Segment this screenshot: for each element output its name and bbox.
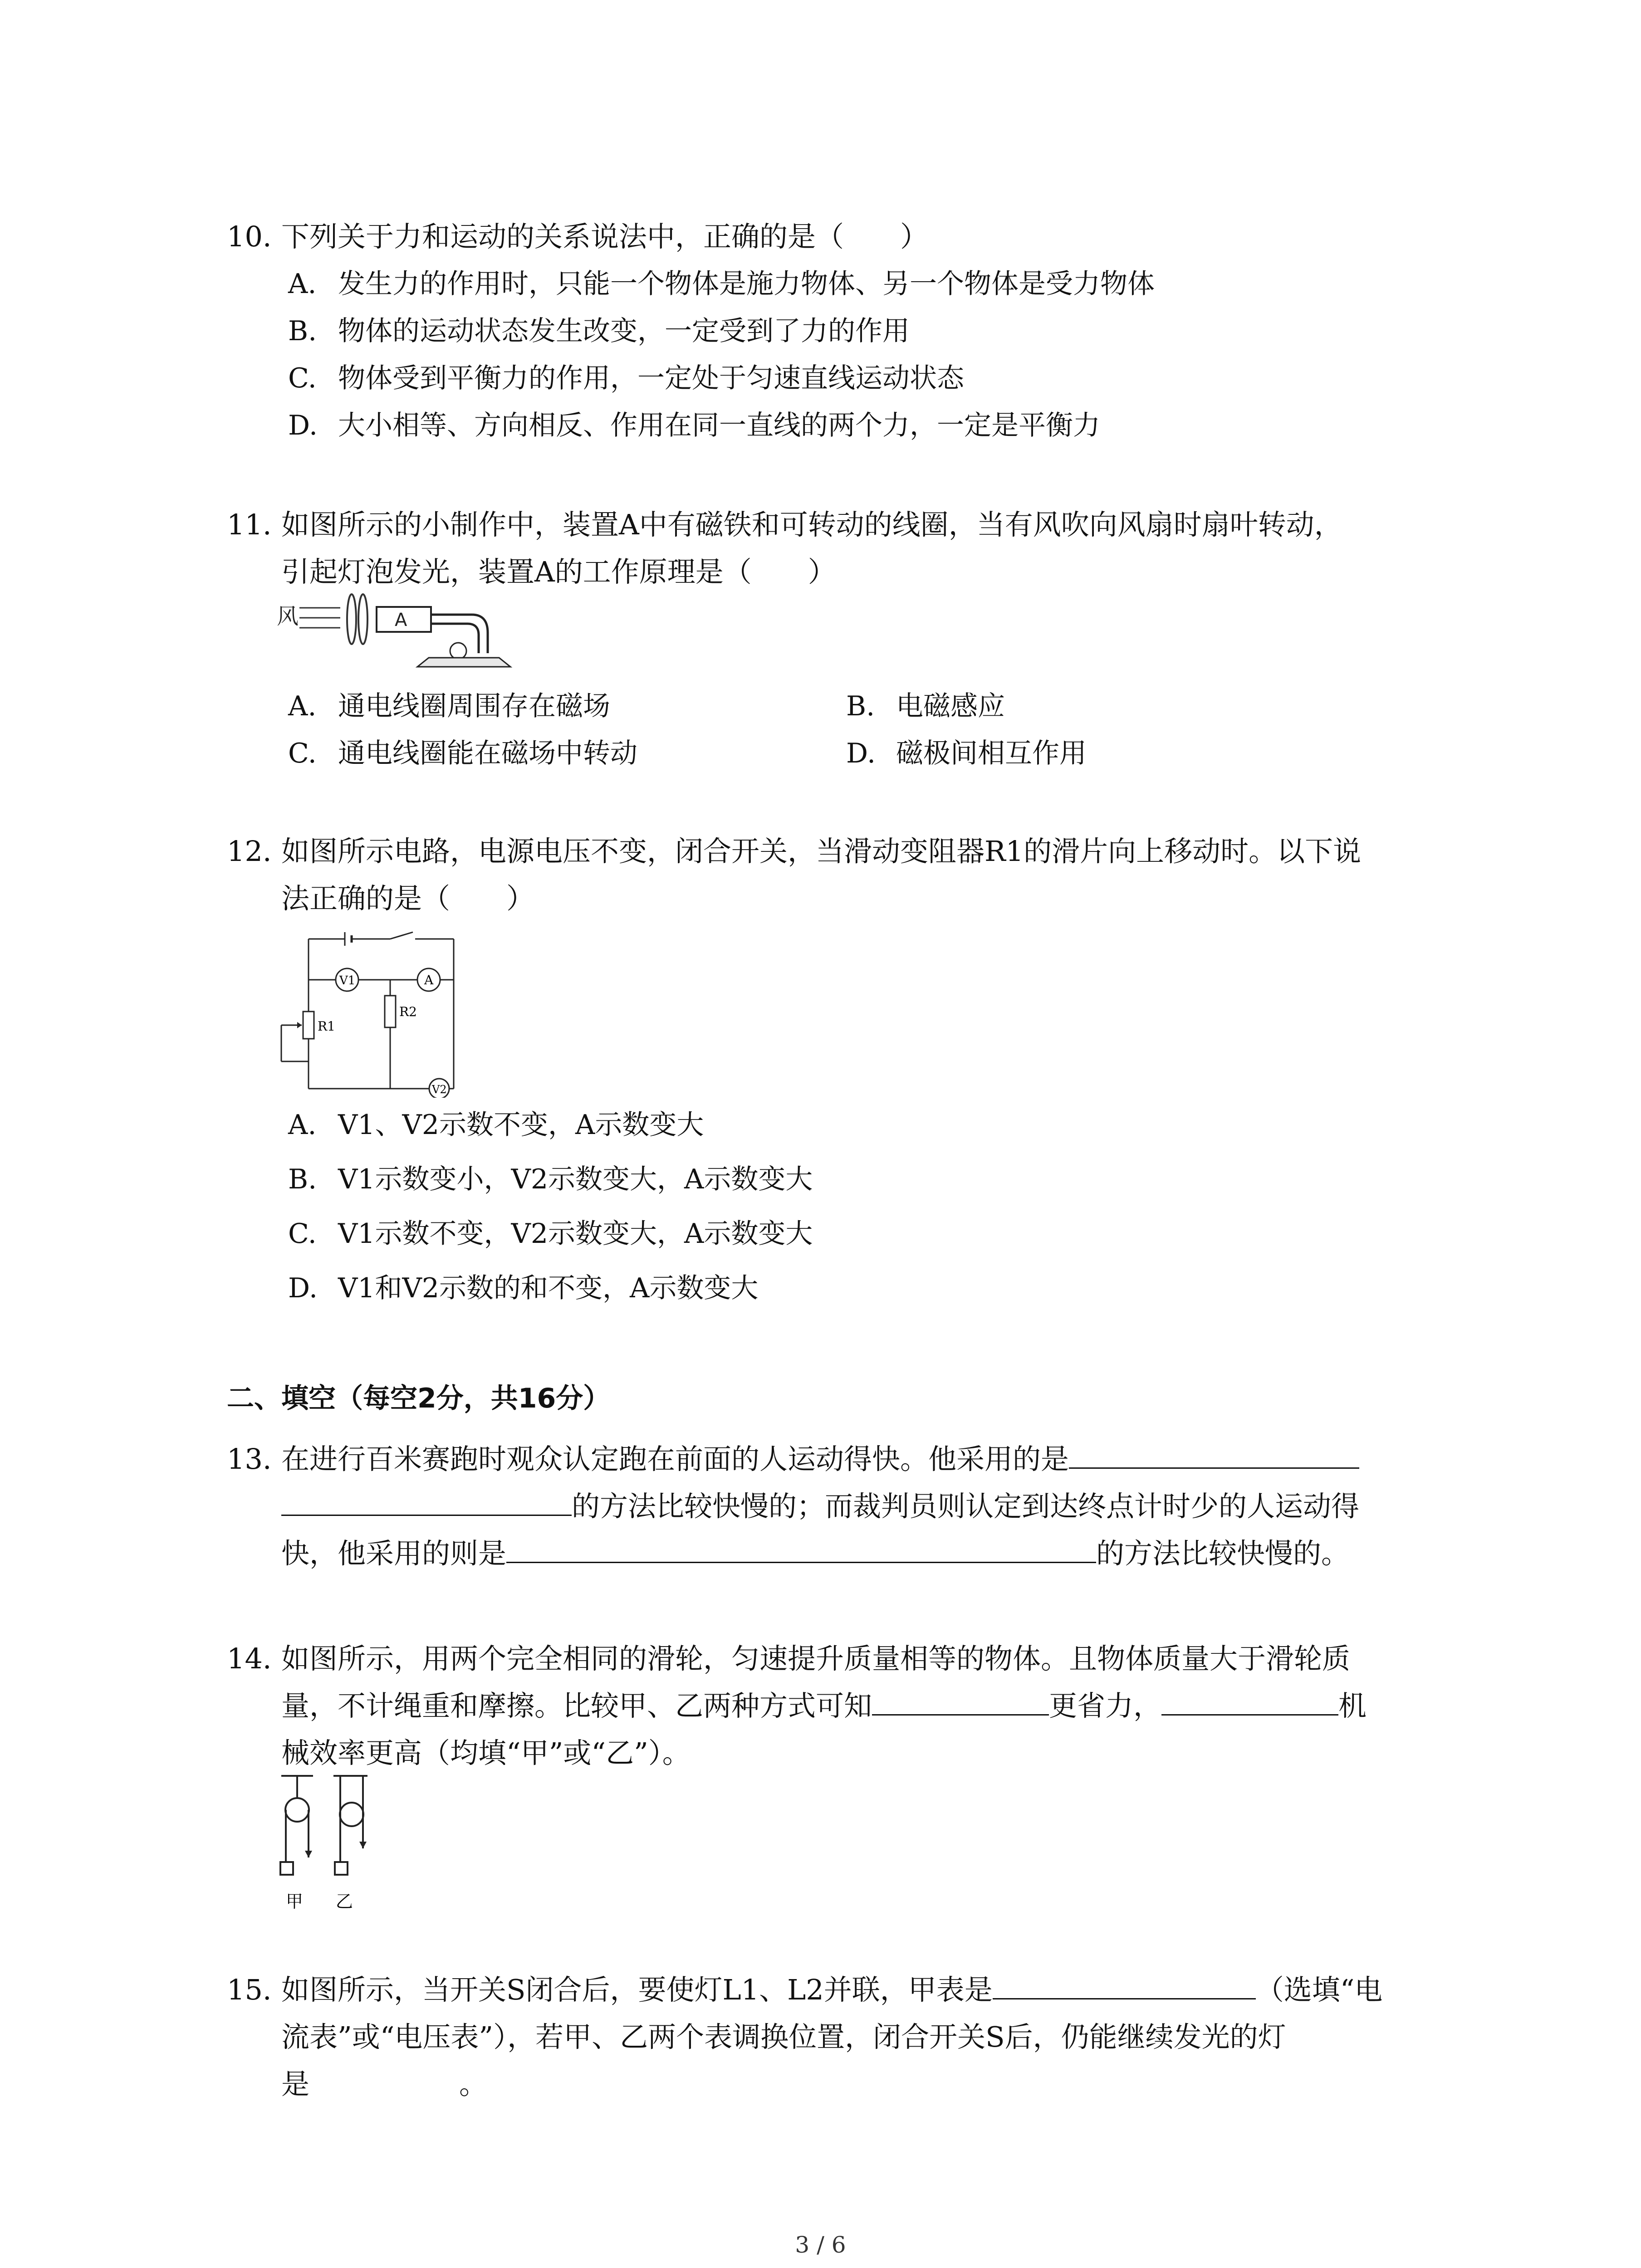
question-stem-line-1: 如图所示电路，电源电压不变，闭合开关，当滑动变阻器R1的滑片向上移动时。以下说: [281, 835, 1362, 868]
svg-text:V2: V2: [432, 1083, 447, 1096]
question-number: 10.: [227, 220, 272, 253]
pulley-figure: [277, 1771, 395, 1921]
switch: [390, 932, 413, 939]
fixed-pulley-icon: [285, 1798, 309, 1822]
option-a: A. 发生力的作用时，只能一个物体是施力物体、另一个物体是受力物体: [288, 268, 1155, 300]
answer-blank[interactable]: [1161, 1687, 1338, 1716]
question-stem-line-2: 法正确的是（ ）: [281, 882, 535, 915]
svg-text:R1: R1: [318, 1019, 335, 1034]
bulb-icon: [450, 643, 466, 659]
question-12: [227, 828, 1452, 922]
answer-blank[interactable]: [506, 1535, 1096, 1563]
option-c: C. 通电线圈能在磁场中转动: [288, 738, 637, 769]
option-b: B. V1示数变小，V2示数变大，A示数变大: [288, 1163, 813, 1195]
wind-arrows: [299, 608, 340, 628]
option-b: B. 电磁感应: [846, 690, 1005, 722]
option-a: A. 通电线圈周围存在磁场: [288, 690, 610, 722]
label-yi: 乙: [336, 1892, 353, 1911]
resistor-r2: [385, 996, 396, 1027]
option-c: C. V1示数不变，V2示数变大，A示数变大: [288, 1218, 813, 1250]
option-d: D. V1和V2示数的和不变，A示数变大: [288, 1272, 759, 1304]
question-stem-line-1: 如图所示的小制作中，装置A中有磁铁和可转动的线圈，当有风吹向风扇时扇叶转动，: [281, 508, 1342, 541]
question-number: 14.: [227, 1642, 272, 1675]
svg-text:A: A: [395, 610, 407, 631]
question-15: 15. 如图所示，当开关S闭合后，要使灯L1、L2并联，甲表是 （选填“电 流表”或“电压表”），若甲、乙两个表调换位置，闭合开关S后，仍能继续发光的灯 是 。: [227, 1966, 1452, 2108]
svg-text:R2: R2: [399, 1004, 417, 1019]
fan-blade-icon: [347, 594, 356, 644]
rheostat-r1: [303, 1012, 314, 1039]
question-stem-line-2: 引起灯泡发光，装置A的工作原理是（ ）: [281, 555, 836, 588]
question-number: 11.: [227, 508, 272, 541]
question-11: [227, 501, 1452, 596]
section-heading: 二、填空（每空2分，共16分）: [227, 1383, 611, 1414]
svg-text:V1: V1: [339, 974, 356, 987]
question-11-options: [227, 683, 1452, 777]
fan-blade-icon: [358, 594, 367, 644]
question-14: 14. 如图所示，用两个完全相同的滑轮，匀速提升质量相等的物体。且物体质量大于滑轮质 量，不计绳重和摩擦。比较甲、乙两种方式可知 更省力， 机 械效率更高（均填“甲”或“乙”）。: [227, 1635, 1452, 1777]
weight-box: [280, 1862, 293, 1875]
question-number: 15.: [227, 1973, 272, 2006]
option-d: D. 磁极间相互作用: [846, 738, 1087, 769]
question-13: 13. 在进行百米赛跑时观众认定跑在前面的人运动得快。他采用的是 的方法比较快慢的；而裁判员则认定到达终点计时少的人运动得 快，他采用的则是 的方法比较快慢的。: [227, 1436, 1452, 1577]
question-number: 13.: [227, 1442, 272, 1476]
option-a: A. V1、V2示数不变，A示数变大: [288, 1109, 704, 1141]
svg-text:A: A: [424, 973, 434, 987]
question-12-options: [227, 1098, 1452, 1315]
option-c: C. 物体受到平衡力的作用，一定处于匀速直线运动状态: [288, 362, 964, 394]
arrow-down-icon: [359, 1842, 367, 1848]
page-number: 3 / 6: [795, 2232, 846, 2258]
label-jia: 甲: [286, 1892, 304, 1911]
base-stand: [417, 658, 510, 667]
movable-pulley-icon: [340, 1803, 363, 1826]
answer-blank[interactable]: [1069, 1440, 1359, 1469]
slider-arrow-icon: [297, 1022, 302, 1028]
weight-box: [335, 1862, 348, 1875]
arrow-down-icon: [305, 1851, 312, 1857]
question-stem: 下列关于力和运动的关系说法中，正确的是（ ）: [281, 220, 929, 253]
wind-label: 风: [277, 604, 299, 629]
generator-figure: [272, 590, 526, 676]
answer-blank[interactable]: [281, 1487, 572, 1516]
circuit-diagram: [277, 925, 467, 1098]
option-b: B. 物体的运动状态发生改变，一定受到了力的作用: [288, 315, 910, 347]
question-10: [227, 213, 1452, 449]
answer-blank[interactable]: [993, 1971, 1256, 1999]
option-d: D. 大小相等、方向相反、作用在同一直线的两个力，一定是平衡力: [288, 410, 1100, 441]
question-number: 12.: [227, 835, 272, 868]
answer-blank[interactable]: [872, 1687, 1049, 1716]
